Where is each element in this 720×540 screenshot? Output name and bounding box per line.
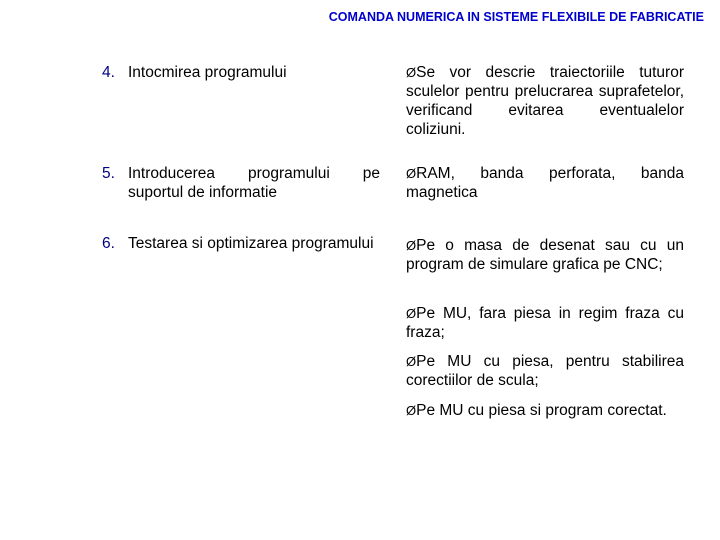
arrow-bullet-icon: Ø	[406, 403, 417, 418]
step-item	[102, 234, 380, 253]
step-text: Testarea si optimizarea programului	[128, 235, 374, 252]
step-item	[102, 164, 380, 202]
bullet-text: Se vor descrie traiectoriile tuturor sculelor pentru prelucrarea suprafetelor, verificand evitarea eventualelor coliziuni.	[406, 64, 684, 138]
arrow-bullet-icon: Ø	[406, 354, 417, 369]
bullet-text: RAM, banda perforata, banda magnetica	[406, 165, 684, 201]
step-text: Intocmirea programului	[128, 64, 287, 81]
bullet-item	[406, 164, 684, 202]
step-item	[102, 63, 380, 82]
bullet-item	[406, 401, 684, 420]
step-number: 4.	[102, 64, 115, 81]
bullet-item	[406, 236, 684, 274]
bullet-text: Pe MU cu piesa si program corectat.	[416, 402, 667, 419]
bullet-text: Pe MU cu piesa, pentru stabilirea corectiilor de scula;	[406, 353, 684, 389]
bullet-item	[406, 352, 684, 390]
page-title: COMANDA NUMERICA IN SISTEME FLEXIBILE DE FABRICATIE	[328, 10, 704, 24]
arrow-bullet-icon: Ø	[406, 166, 417, 181]
bullet-text: Pe MU, fara piesa in regim fraza cu fraza;	[406, 305, 684, 341]
step-number: 5.	[102, 165, 115, 182]
step-number: 6.	[102, 235, 115, 252]
bullet-item	[406, 63, 684, 139]
arrow-bullet-icon: Ø	[406, 65, 417, 80]
arrow-bullet-icon: Ø	[406, 238, 417, 253]
bullet-text: Pe o masa de desenat sau cu un program de simulare grafica pe CNC;	[406, 237, 684, 273]
step-text: Introducerea programului pe suportul de informatie	[128, 165, 380, 201]
arrow-bullet-icon: Ø	[406, 306, 417, 321]
bullet-item	[406, 304, 684, 342]
